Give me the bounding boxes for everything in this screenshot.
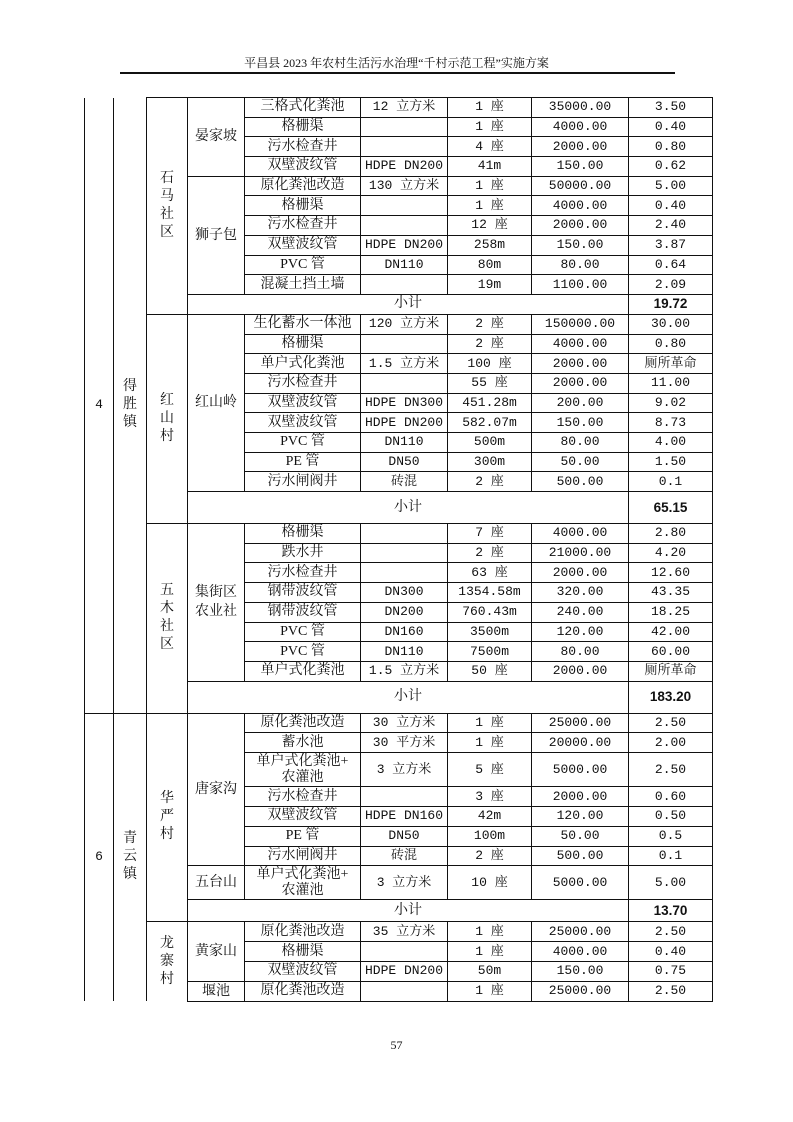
item-spec: 130 立方米 <box>361 176 448 196</box>
item-quantity: 300m <box>448 452 532 472</box>
item-name: 双壁波纹管 <box>245 235 361 255</box>
item-amount: 0.1 <box>629 846 713 866</box>
group-name: 晏家坡 <box>188 98 245 177</box>
item-amount: 3.50 <box>629 98 713 118</box>
item-name: 双壁波纹管 <box>245 961 361 981</box>
item-unit-price: 2000.00 <box>532 373 629 393</box>
item-unit-price: 2000.00 <box>532 216 629 236</box>
item-spec: 1.5 立方米 <box>361 661 448 681</box>
item-name: PVC 管 <box>245 642 361 662</box>
item-quantity: 3 座 <box>448 787 532 807</box>
item-unit-price: 500.00 <box>532 846 629 866</box>
item-amount: 4.00 <box>629 433 713 453</box>
item-name: 污水闸阀井 <box>245 472 361 492</box>
item-unit-price: 150.00 <box>532 157 629 177</box>
item-spec <box>361 373 448 393</box>
item-unit-price: 4000.00 <box>532 334 629 354</box>
item-unit-price: 50.00 <box>532 452 629 472</box>
item-spec: HDPE DN160 <box>361 806 448 826</box>
item-name: 污水闸阀井 <box>245 846 361 866</box>
item-quantity: 2 座 <box>448 472 532 492</box>
item-unit-price: 150.00 <box>532 235 629 255</box>
item-amount: 4.20 <box>629 543 713 563</box>
group-name: 黄家山 <box>188 922 245 981</box>
item-unit-price: 35000.00 <box>532 98 629 118</box>
item-spec: DN50 <box>361 826 448 846</box>
item-name: PVC 管 <box>245 433 361 453</box>
item-quantity: 2 座 <box>448 334 532 354</box>
item-quantity: 2 座 <box>448 314 532 334</box>
village-name: 华严村 <box>147 713 188 922</box>
item-spec <box>361 942 448 962</box>
item-quantity: 582.07m <box>448 413 532 433</box>
item-name: 双壁波纹管 <box>245 393 361 413</box>
item-name: 污水检查井 <box>245 787 361 807</box>
item-quantity: 63 座 <box>448 563 532 583</box>
item-unit-price: 5000.00 <box>532 866 629 900</box>
item-unit-price: 120.00 <box>532 622 629 642</box>
item-quantity: 5 座 <box>448 753 532 787</box>
village-name: 龙寨村 <box>147 922 188 1001</box>
table-row <box>85 524 713 544</box>
town-number: 6 <box>85 713 114 1001</box>
item-amount: 42.00 <box>629 622 713 642</box>
item-name: 格栅渠 <box>245 117 361 137</box>
item-spec: DN200 <box>361 602 448 622</box>
item-amount: 60.00 <box>629 642 713 662</box>
item-name: 混凝土挡土墙 <box>245 275 361 295</box>
item-spec: DN110 <box>361 642 448 662</box>
item-spec <box>361 137 448 157</box>
item-spec <box>361 524 448 544</box>
item-quantity: 1 座 <box>448 176 532 196</box>
item-name: 双壁波纹管 <box>245 157 361 177</box>
table-row <box>85 713 713 733</box>
item-spec <box>361 334 448 354</box>
item-unit-price: 1100.00 <box>532 275 629 295</box>
item-name: 污水检查井 <box>245 137 361 157</box>
item-quantity: 500m <box>448 433 532 453</box>
item-name: 单户式化粪池+ 农灌池 <box>245 753 361 787</box>
table-row <box>85 98 713 118</box>
item-unit-price: 5000.00 <box>532 753 629 787</box>
item-amount: 2.80 <box>629 524 713 544</box>
item-amount: 0.40 <box>629 942 713 962</box>
item-unit-price: 80.00 <box>532 642 629 662</box>
village-name: 红山村 <box>147 314 188 523</box>
subtotal-value: 65.15 <box>629 492 713 524</box>
item-name: 钢带波纹管 <box>245 583 361 603</box>
subtotal-label: 小计 <box>188 900 629 922</box>
item-name: 污水检查井 <box>245 563 361 583</box>
item-name: 双壁波纹管 <box>245 413 361 433</box>
item-spec: 30 平方米 <box>361 733 448 753</box>
item-spec: 12 立方米 <box>361 98 448 118</box>
item-name: 格栅渠 <box>245 334 361 354</box>
item-amount: 0.1 <box>629 472 713 492</box>
item-amount: 43.35 <box>629 583 713 603</box>
item-name: 单户式化粪池 <box>245 354 361 374</box>
town-number: 4 <box>85 98 114 714</box>
subtotal-label: 小计 <box>188 294 629 314</box>
item-spec: 120 立方米 <box>361 314 448 334</box>
item-quantity: 100 座 <box>448 354 532 374</box>
item-spec <box>361 275 448 295</box>
item-amount: 0.60 <box>629 787 713 807</box>
item-unit-price: 150.00 <box>532 961 629 981</box>
item-amount: 2.50 <box>629 713 713 733</box>
item-quantity: 50 座 <box>448 661 532 681</box>
item-quantity: 12 座 <box>448 216 532 236</box>
item-quantity: 1 座 <box>448 981 532 1001</box>
item-spec: DN300 <box>361 583 448 603</box>
item-quantity: 42m <box>448 806 532 826</box>
item-unit-price: 320.00 <box>532 583 629 603</box>
item-unit-price: 2000.00 <box>532 354 629 374</box>
item-name: 格栅渠 <box>245 942 361 962</box>
item-name: 污水检查井 <box>245 373 361 393</box>
item-spec: HDPE DN200 <box>361 157 448 177</box>
item-name: PVC 管 <box>245 255 361 275</box>
village-name: 五木社区 <box>147 524 188 714</box>
item-amount: 0.40 <box>629 196 713 216</box>
table-row <box>85 922 713 942</box>
item-name: PE 管 <box>245 826 361 846</box>
item-quantity: 1 座 <box>448 117 532 137</box>
group-name: 唐家沟 <box>188 713 245 866</box>
item-quantity: 1 座 <box>448 196 532 216</box>
group-name: 五台山 <box>188 866 245 900</box>
item-spec: HDPE DN300 <box>361 393 448 413</box>
village-name: 石马社区 <box>147 98 188 315</box>
cost-table <box>84 97 713 1002</box>
item-amount: 12.60 <box>629 563 713 583</box>
item-spec: HDPE DN200 <box>361 961 448 981</box>
item-quantity: 1 座 <box>448 713 532 733</box>
item-name: 原化粪池改造 <box>245 981 361 1001</box>
item-quantity: 4 座 <box>448 137 532 157</box>
item-quantity: 760.43m <box>448 602 532 622</box>
item-amount: 18.25 <box>629 602 713 622</box>
item-amount: 2.50 <box>629 922 713 942</box>
item-amount: 0.80 <box>629 334 713 354</box>
item-amount: 1.50 <box>629 452 713 472</box>
item-amount: 8.73 <box>629 413 713 433</box>
item-quantity: 2 座 <box>448 543 532 563</box>
item-unit-price: 4000.00 <box>532 942 629 962</box>
item-amount: 0.75 <box>629 961 713 981</box>
item-quantity: 55 座 <box>448 373 532 393</box>
subtotal-label: 小计 <box>188 492 629 524</box>
item-spec: 3 立方米 <box>361 866 448 900</box>
item-amount: 0.5 <box>629 826 713 846</box>
item-amount: 0.62 <box>629 157 713 177</box>
item-name: 钢带波纹管 <box>245 602 361 622</box>
item-amount: 2.50 <box>629 981 713 1001</box>
table-row <box>85 314 713 334</box>
item-amount: 11.00 <box>629 373 713 393</box>
item-unit-price: 500.00 <box>532 472 629 492</box>
item-spec: 砖混 <box>361 472 448 492</box>
item-quantity: 1354.58m <box>448 583 532 603</box>
page-header-title: 平昌县 2023 年农村生活污水治理“千村示范工程”实施方案 <box>244 56 549 70</box>
item-amount: 5.00 <box>629 176 713 196</box>
item-amount: 2.40 <box>629 216 713 236</box>
item-name: 原化粪池改造 <box>245 922 361 942</box>
item-spec: 1.5 立方米 <box>361 354 448 374</box>
item-unit-price: 150.00 <box>532 413 629 433</box>
item-amount: 5.00 <box>629 866 713 900</box>
item-name: 蓄水池 <box>245 733 361 753</box>
item-unit-price: 80.00 <box>532 433 629 453</box>
item-unit-price: 4000.00 <box>532 524 629 544</box>
item-name: 格栅渠 <box>245 196 361 216</box>
item-name: PE 管 <box>245 452 361 472</box>
group-name: 狮子包 <box>188 176 245 294</box>
item-spec <box>361 981 448 1001</box>
item-name: 格栅渠 <box>245 524 361 544</box>
item-spec <box>361 216 448 236</box>
item-unit-price: 20000.00 <box>532 733 629 753</box>
subtotal-value: 19.72 <box>629 294 713 314</box>
item-amount: 0.50 <box>629 806 713 826</box>
item-unit-price: 2000.00 <box>532 137 629 157</box>
item-name: 双壁波纹管 <box>245 806 361 826</box>
item-name: 单户式化粪池+ 农灌池 <box>245 866 361 900</box>
item-name: 生化蓄水一体池 <box>245 314 361 334</box>
item-spec: DN160 <box>361 622 448 642</box>
item-unit-price: 50.00 <box>532 826 629 846</box>
item-quantity: 1 座 <box>448 98 532 118</box>
item-spec: DN50 <box>361 452 448 472</box>
header-divider <box>120 72 675 74</box>
item-spec: DN110 <box>361 433 448 453</box>
item-unit-price: 240.00 <box>532 602 629 622</box>
item-quantity: 7 座 <box>448 524 532 544</box>
item-name: 原化粪池改造 <box>245 713 361 733</box>
item-spec: 3 立方米 <box>361 753 448 787</box>
item-unit-price: 120.00 <box>532 806 629 826</box>
page-number: 57 <box>390 1038 403 1052</box>
item-quantity: 1 座 <box>448 733 532 753</box>
subtotal-label: 小计 <box>188 681 629 713</box>
item-amount: 厕所革命 <box>629 354 713 374</box>
item-amount: 0.64 <box>629 255 713 275</box>
item-quantity: 50m <box>448 961 532 981</box>
item-unit-price: 2000.00 <box>532 661 629 681</box>
item-name: 原化粪池改造 <box>245 176 361 196</box>
item-amount: 30.00 <box>629 314 713 334</box>
item-name: 污水检查井 <box>245 216 361 236</box>
item-unit-price: 2000.00 <box>532 563 629 583</box>
item-unit-price: 2000.00 <box>532 787 629 807</box>
item-unit-price: 200.00 <box>532 393 629 413</box>
item-spec: HDPE DN200 <box>361 235 448 255</box>
item-amount: 3.87 <box>629 235 713 255</box>
item-unit-price: 50000.00 <box>532 176 629 196</box>
item-spec <box>361 787 448 807</box>
item-name: 单户式化粪池 <box>245 661 361 681</box>
item-unit-price: 25000.00 <box>532 713 629 733</box>
item-unit-price: 21000.00 <box>532 543 629 563</box>
item-amount: 2.09 <box>629 275 713 295</box>
item-amount: 2.50 <box>629 753 713 787</box>
item-name: PVC 管 <box>245 622 361 642</box>
item-unit-price: 25000.00 <box>532 922 629 942</box>
item-unit-price: 4000.00 <box>532 117 629 137</box>
item-spec: HDPE DN200 <box>361 413 448 433</box>
item-spec <box>361 563 448 583</box>
item-quantity: 19m <box>448 275 532 295</box>
item-spec: 35 立方米 <box>361 922 448 942</box>
group-name: 集街区农业社 <box>188 524 245 682</box>
item-quantity: 100m <box>448 826 532 846</box>
item-amount: 2.00 <box>629 733 713 753</box>
item-quantity: 1 座 <box>448 942 532 962</box>
item-quantity: 3500m <box>448 622 532 642</box>
item-name: 三格式化粪池 <box>245 98 361 118</box>
group-name: 红山岭 <box>188 314 245 491</box>
item-quantity: 258m <box>448 235 532 255</box>
item-quantity: 10 座 <box>448 866 532 900</box>
item-amount: 9.02 <box>629 393 713 413</box>
town-name: 青云镇 <box>114 713 147 1001</box>
subtotal-value: 183.20 <box>629 681 713 713</box>
item-amount: 厕所革命 <box>629 661 713 681</box>
item-name: 跌水井 <box>245 543 361 563</box>
group-name: 堰池 <box>188 981 245 1001</box>
item-quantity: 80m <box>448 255 532 275</box>
item-unit-price: 25000.00 <box>532 981 629 1001</box>
item-quantity: 1 座 <box>448 922 532 942</box>
item-unit-price: 4000.00 <box>532 196 629 216</box>
item-spec: DN110 <box>361 255 448 275</box>
subtotal-value: 13.70 <box>629 900 713 922</box>
item-quantity: 7500m <box>448 642 532 662</box>
item-quantity: 451.28m <box>448 393 532 413</box>
item-spec: 砖混 <box>361 846 448 866</box>
item-unit-price: 150000.00 <box>532 314 629 334</box>
item-spec <box>361 543 448 563</box>
item-quantity: 41m <box>448 157 532 177</box>
item-quantity: 2 座 <box>448 846 532 866</box>
item-spec: 30 立方米 <box>361 713 448 733</box>
town-name: 得胜镇 <box>114 98 147 714</box>
item-spec <box>361 196 448 216</box>
item-amount: 0.80 <box>629 137 713 157</box>
item-unit-price: 80.00 <box>532 255 629 275</box>
item-amount: 0.40 <box>629 117 713 137</box>
item-spec <box>361 117 448 137</box>
